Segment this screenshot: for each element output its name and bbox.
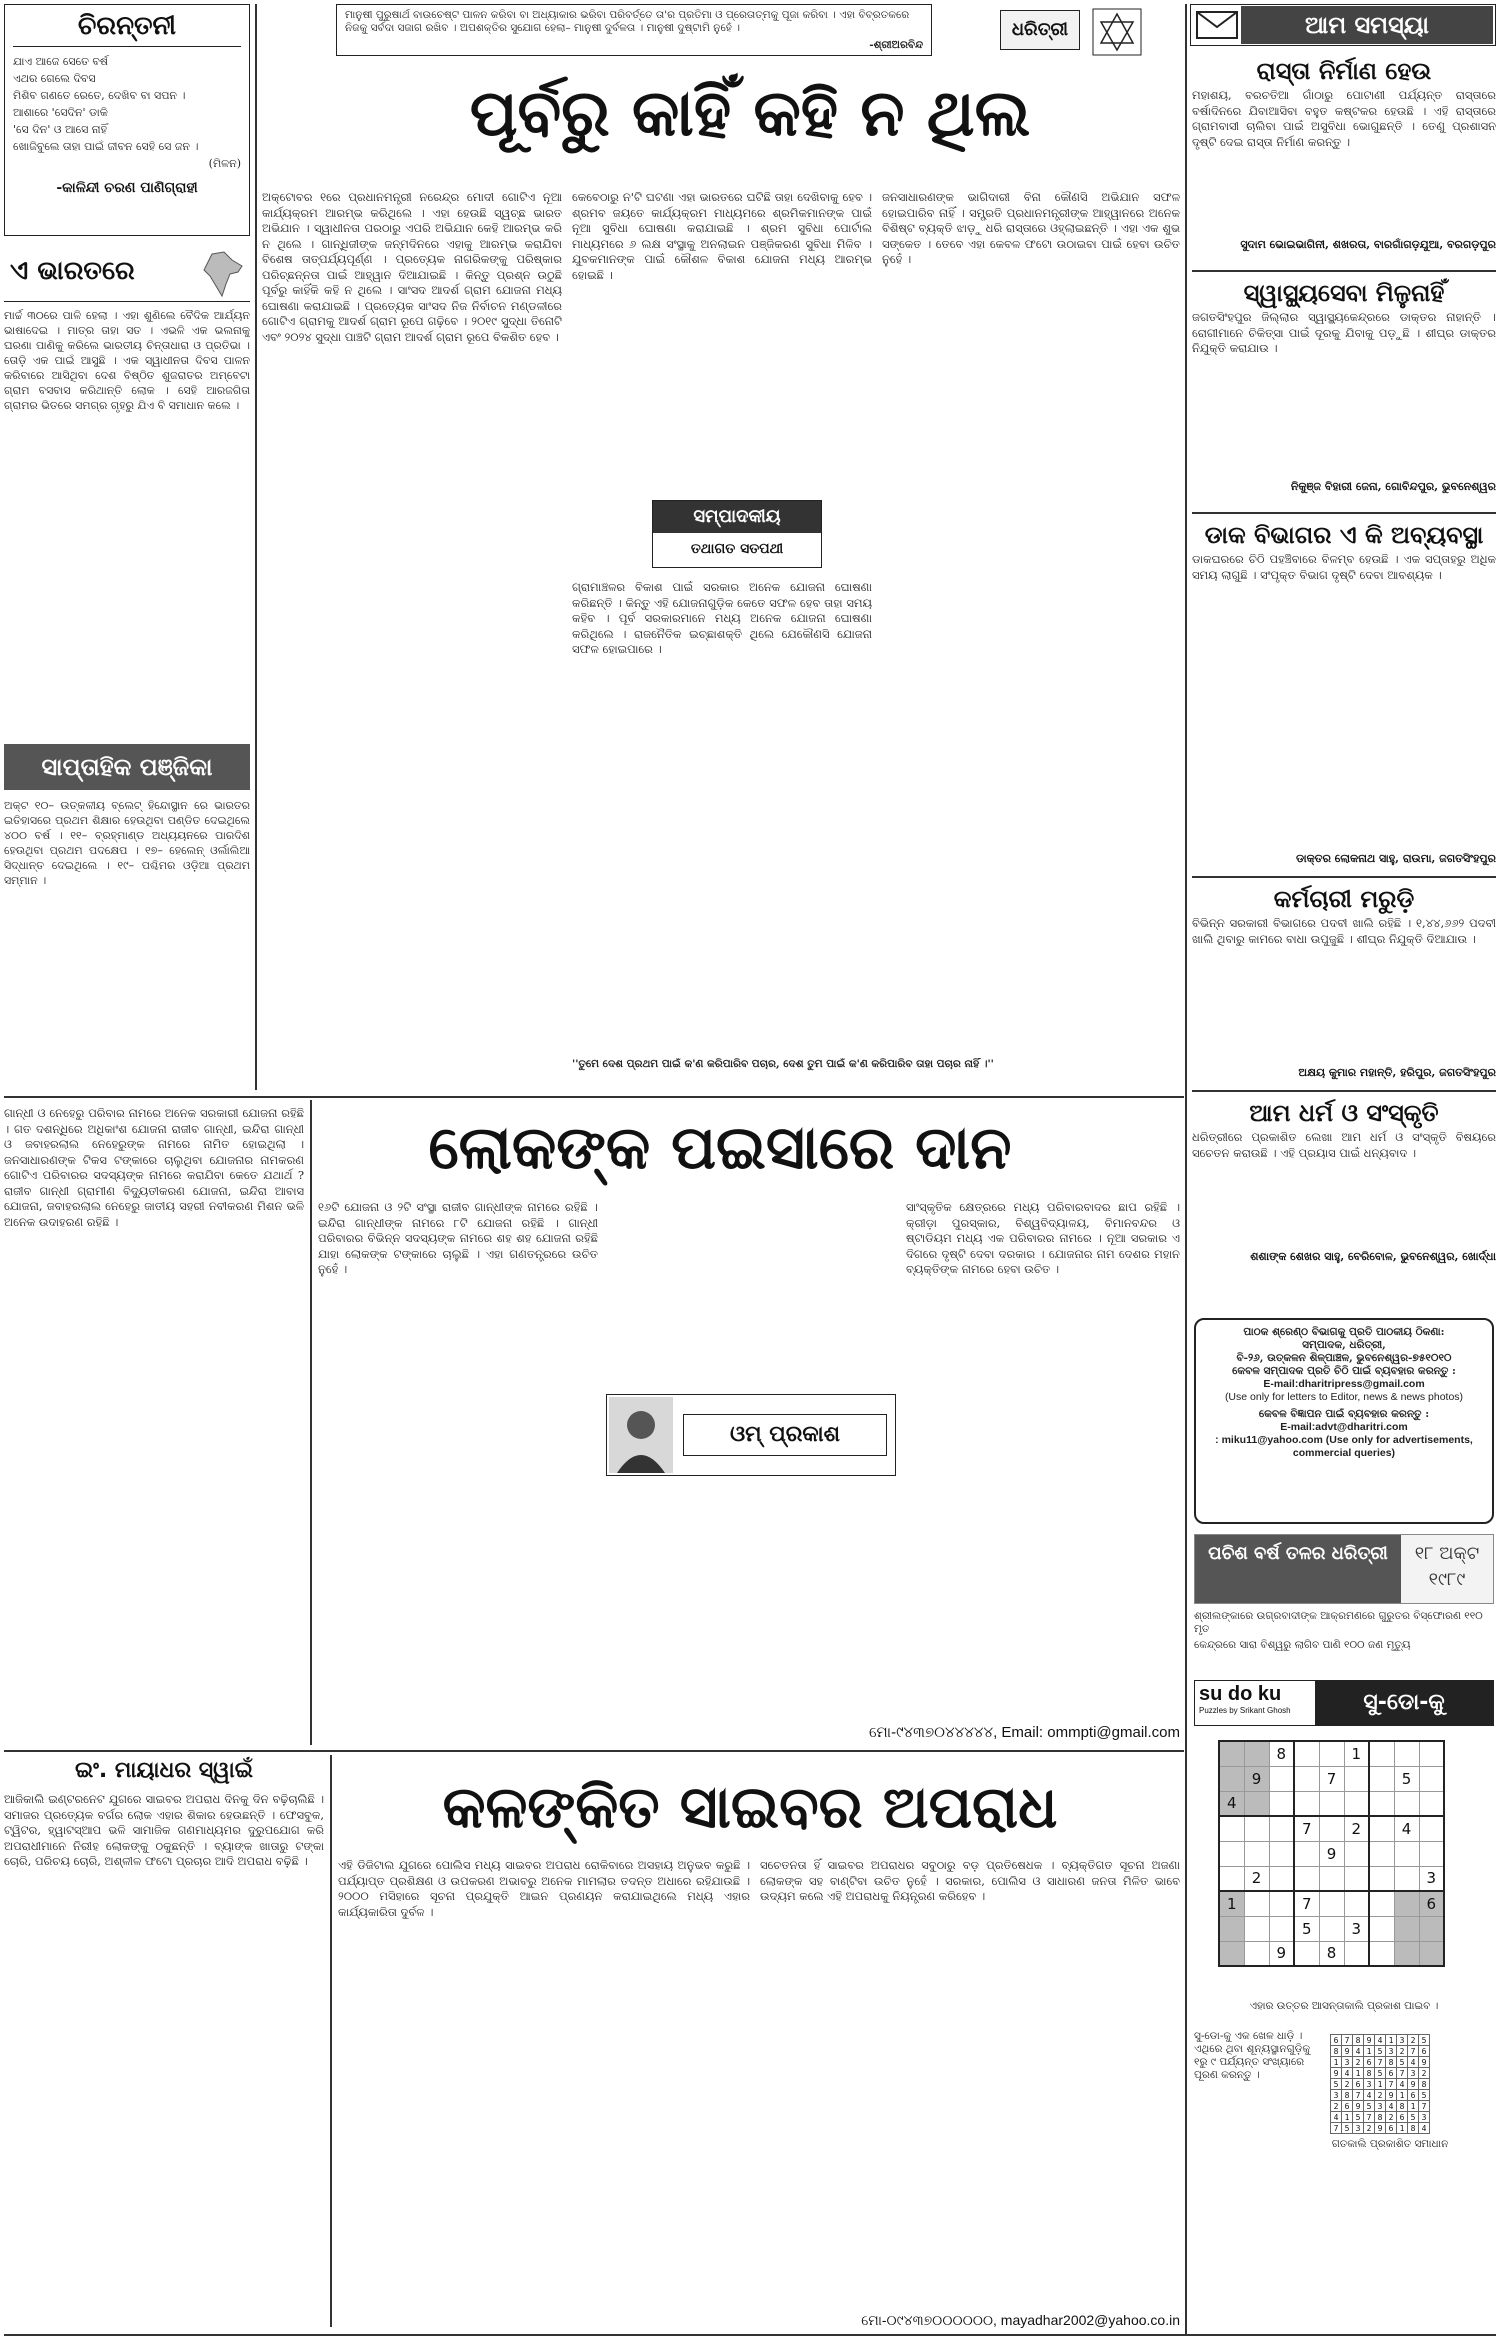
second-contact: ମୋ-୯୪୩୭୦୪୪୪୪୪, Email: ommpti@gmail.com [868,1724,1180,1741]
chirantani-author: -କାଳିନ୍ଦୀ ଚରଣ ପାଣିଗ୍ରାହୀ [56,180,198,196]
aama-samasya-letters [1192,54,1496,1304]
sudoku-cell[interactable] [1394,1941,1419,1966]
ebharat-text: ମାର୍ଚ୍ଚ ୩୦ରେ ପାଳି ହେଲା । ଏହା ଶୁଣିଲେ ବୈଦିକ ଆର୍ଯ୍ୟନ ଭାଷାଦେଇ । ମାତ୍ର ତାହା ସତ । ଏଭଳି ଏକ ଭଲନାକୁ ଘରଣା ପାଣିକୁ କରିଲେ ଭାରତୀୟ ଚିନ୍ତାଧାରା ଓ ପ୍ରତିଭା । ତୋଡ଼ି ଏକ ପାଇଁ ଆସୁଛି । ଏକ ସ୍ୱାଧୀନତା ଦିବସ ପାଳନ କରିବାରେ ଆସିଥିବା ଦେଶ ବିଷ୍ଠିତ ଶୁଜରାତର ଅମ୍ବେଟା ଗ୍ରାମ ବସବାସ କରିଥାନ୍ତି ଲୋକ । ସେହି ଆରଜଗିତା ଗ୍ରାମର ଭିତରେ ସମଗ୍ର ଗୃହରୁ ଯିଏ ବି ସମାଧାନ କଲେ । [4,309,250,412]
sudoku-cell[interactable]: 9 [1244,1766,1269,1791]
sudoku-cell[interactable] [1319,1866,1344,1891]
sudoku-cell[interactable] [1419,1791,1444,1816]
sudoku-cell[interactable] [1369,1766,1394,1791]
sudoku-cell[interactable] [1369,1866,1394,1891]
sudoku-cell[interactable] [1269,1791,1294,1816]
masthead-quote: ମାନୁଷୀ ପୁରୁଷାର୍ଥ ବାଉଚେଷ୍ଟ ପାଳନ କରିବା ବା ଅଧ୍ୟାକାର ଭରିବା ପରିବର୍ତ୍ତେ ତା'ର ପ୍ରତିମା ଓ ପ୍ରେତାତ୍ମକୁ ପୂଜା କରିବା । ଏହା ବିବ୍ରତକରେ ନିଜକୁ ସର୍ବଦା ସଜାଗ ରଖିବ । ଅପଶକ୍ତିର ସୁଯୋଗ ହେଲା– ମାନୁଷୀ ଦୁର୍ବଳତା । ମାନୁଷୀ ଦୁଷ୍ଟାମି ନୁହେଁ । [345,9,910,34]
second-author-box [606,1394,896,1476]
letter-5-text: ଧରିତ୍ରୀରେ ପ୍ରକାଶିତ ଲେଖା ଆମ ଧର୍ମ ଓ ସଂସ୍କୃତି ବିଷୟରେ ସଚେତନ କରାଉଛି । ଏହି ପ୍ରୟାସ ପାଇଁ ଧନ୍ୟବାଦ । [1192,1130,1496,1160]
letter-3-author: ଡାକ୍ତର ଲୋକନାଥ ସାହୁ, ରାଉମା, ଜଗତସିଂହପୁର [1295,852,1496,865]
sudoku-cell[interactable] [1394,1916,1419,1941]
main-story-col2: କେବେଠାରୁ ନ'ଟି ଘଟଣା ଏହା ଭାରତରେ ଘଟିଛି ତାହା ଦେଖିବାକୁ ହେବ । ଶ୍ରମବ ଜୟତେ କାର୍ଯ୍ୟକ୍ରମ ମାଧ୍ୟମରେ ଶ୍ରମିକମାନଙ୍କ ପାଇଁ ନୂଆ ସୁବିଧା ଘୋଷଣା କରାଯାଇଛି । ଶ୍ରମ ସୁବିଧା ପୋର୍ଟାଲ ମାଧ୍ୟମରେ ୬ ଲକ୍ଷ ସଂସ୍ଥାକୁ ଅନଲାଇନ ପଞ୍ଜିକରଣ ସୁବିଧା ମିଳିବ । ଯୁବକମାନଙ୍କ ପାଇଁ କୌଶଳ ବିକାଶ ଯୋଜନା ମଧ୍ୟ ଆରମ୍ଭ ହୋଇଛି । [572,190,872,282]
sudoku-cell[interactable] [1369,1791,1394,1816]
sudoku-solution-caption: ଗତକାଲି ପ୍ରକାଶିତ ସମାଧାନ [1331,2138,1449,2150]
letter-1-author: ସୁଦାମ ଭୋଇଭାଗିନୀ, ଶଖରତା, ବାରଗାଁଗଡ଼ଯୁଆ, ବରଗଡ଼ପୁର [1240,238,1496,251]
sudoku-cell[interactable]: 1 [1219,1891,1244,1916]
sudoku-cell[interactable]: 5 [1294,1916,1319,1941]
letter-4-text: ବିଭିନ୍ନ ସରକାରୀ ବିଭାଗରେ ପଦବୀ ଖାଲି ରହିଛି । ୧,୪୪,୬୬୨ ପଦବୀ ଖାଲି ଥିବାରୁ କାମରେ ବାଧା ଉପୁଜୁଛି । ଶୀଘ୍ର ନିଯୁକ୍ତି ଦିଆଯାଉ । [1192,916,1496,946]
sudoku-cell[interactable]: 2 [1244,1866,1269,1891]
sudoku-cell[interactable] [1219,1741,1244,1766]
sudoku-label-en: su do ku [1199,1683,1282,1705]
sudoku-row [1219,1741,1444,1766]
sudoku-row [1219,1916,1444,1941]
sudoku-cell[interactable] [1344,1766,1369,1791]
third-contact: ମୋ-୦୯୪୩୭୦୦୦୦୦୦, mayadhar2002@yahoo.co.in [861,2312,1180,2328]
sudoku-cell[interactable] [1244,1741,1269,1766]
editorial-author: ତଥାଗତ ସତପଥୀ [690,541,784,557]
contact-box: ପାଠକ ଶ୍ରେଣ୍ଠ ବିଭାଗକୁ ପ୍ରତି ପାଠକୀୟ ଠିକଣା: ସମ୍ପାଦକ, ଧରିତ୍ରୀ, ବି-୨୬, ଉତ୍କଳନ ଶିଳ୍ପାଞ୍ଚଳ, ଭୁବନେଶ୍ୱର-୭୫୧୦୧୦ କେବଳ ସମ୍ପାଦକ ପ୍ରତି ଚିଠି ପାଇଁ ବ୍ୟବହାର କରନ୍ତୁ : E-mail:dharitripress@gmail.com (Use only for letters to Editor, news & news photos) କେବଳ ବିଜ୍ଞାପନ ପାଇଁ ବ୍ୟବହାର କରନ୍ତୁ : E-mail:advt@dharitri.com : miku11@yahoo.com (Use only for advertisements, commercial queries) [1194,1318,1494,1524]
sudoku-cell[interactable] [1294,1741,1319,1766]
sudoku-cell[interactable] [1219,1866,1244,1891]
sudoku-cell[interactable] [1219,1766,1244,1791]
sudoku-label-or: ସୁ-ଡୋ-କୁ [1315,1681,1493,1725]
letter-1-title: ରାସ୍ତା ନିର୍ମାଣ ହେଉ [1256,57,1432,85]
sudoku-row [1219,1891,1444,1916]
sudoku-cell[interactable] [1269,1816,1294,1841]
sudoku-cell[interactable] [1219,1816,1244,1841]
sudoku-cell[interactable] [1294,1791,1319,1816]
main-story-col2b: ଗ୍ରାମାଞ୍ଚଳର ବିକାଶ ପାଇଁ ସରକାର ଅନେକ ଯୋଜନା ଘୋଷଣା କରିଛନ୍ତି । କିନ୍ତୁ ଏହି ଯୋଜନାଗୁଡ଼ିକ କେତେ ସଫଳ ହେବ ତାହା ସମୟ କହିବ । ପୂର୍ବ ସରକାରମାନେ ମଧ୍ୟ ଅନେକ ଯୋଜନା ଘୋଷଣା କରିଥିଲେ । ରାଜନୈତିକ ଇଚ୍ଛାଶକ୍ତି ଥିଲେ ଯେକୌଣସି ଯୋଜନା ସଫଳ ହୋଇପାରେ । [572,580,872,656]
sudoku-row [1219,1866,1444,1891]
sudoku-cell[interactable] [1394,1741,1419,1766]
editorial-label: ସମ୍ପାଦକୀୟ [653,501,821,533]
india-map-icon [198,250,246,302]
sudoku-cell[interactable] [1294,1866,1319,1891]
main-story-quote-end: ''ତୁମେ ଦେଶ ପ୍ରଥମ ପାଇଁ କ'ଣ କରିପାରିବ ପଚାର, ଦେଶ ତୁମ ପାଇଁ କ'ଣ କରିପାରିବ ତାହା ପଚାର ନାହିଁ ।'' [572,1058,994,1070]
aama-samasya-title: ଆମ ସମସ୍ୟା [1241,6,1493,44]
sudoku-row [1219,1841,1444,1866]
sudoku-solution [1330,2034,1450,2151]
saptahik-text: ଅକ୍ଟ ୧୦– ଉତ୍କଳୀୟ ବ୍ଲେଟ୍ ହିନ୍ଦୋସ୍ଥାନ ରେ ଭାରତର ଇତିହାସରେ ପ୍ରଥମ ଶିକ୍ଷାର ହେଉଥିବା ପଣ୍ଡିତ ଦେଇଥିଲେ ୪୦୦ ବର୍ଷ । ୧୧– ବ୍ରହ୍ମାଣ୍ଡ ଅଧ୍ୟୟନରେ ପାରଦିଶ ହେଉଥିବା ପ୍ରଥମ ପଦକ୍ଷେପ । ୧୭– ହେଲେନ୍ ଓର୍ଲାଲିଆ ସିଦ୍ଧାନ୍ତ ଦେଇଥିଲେ । ୧୯– ପଶ୍ଚିମର ଓଡ଼ିଆ ପ୍ରଥମ ସମ୍ମାନ । [4,799,250,887]
main-headline: ପୂର୍ବରୁ କାହିଁ କହି ନ ଥିଲ [469,77,1031,151]
letter-4-title: କର୍ମଚାରୀ ମରୁଡ଼ି [1273,885,1415,913]
saptahik-heading: ସାପ୍ତାହିକ ପଞ୍ଜିକା [4,744,250,790]
sudoku-cell[interactable] [1319,1741,1344,1766]
sudoku-cell[interactable] [1369,1841,1394,1866]
sudoku-cell[interactable] [1294,1941,1319,1966]
sudoku-grid [1218,1740,1445,1967]
sudoku-cell[interactable] [1319,1916,1344,1941]
sudoku-cell[interactable] [1294,1841,1319,1866]
sudoku-header [1194,1680,1494,1726]
sudoku-cell[interactable] [1319,1816,1344,1841]
anniversary-label: ପଚିଶ ବର୍ଷ ତଳର ଧରିତ୍ରୀ [1195,1535,1401,1603]
letter-2-author: ନିକୁଞ୍ଜ ବିହାରୀ ଜେନା, ଗୋବିନ୍ଦପୁର, ଭୁବନେଶ୍ୱର [1290,480,1496,493]
sudoku-cell[interactable] [1344,1791,1369,1816]
letter-4-author: ଅକ୍ଷୟ କୁମାର ମହାନ୍ତି, ହରିପୁର, ଜଗତସିଂହପୁର [1298,1066,1496,1079]
sudoku-cell[interactable]: 4 [1219,1791,1244,1816]
editorial-box [652,500,822,568]
sudoku-cell[interactable] [1369,1816,1394,1841]
sudoku-cell[interactable] [1269,1916,1294,1941]
sudoku-cell[interactable]: 5 [1394,1766,1419,1791]
third-story-col2: ଏହି ଡିଜିଟାଲ ଯୁଗରେ ପୋଲିସ ମଧ୍ୟ ସାଇବର ଅପରାଧ ରୋକିବାରେ ଅସହାୟ ଅନୁଭବ କରୁଛି । ପର୍ଯ୍ୟାପ୍ତ ପ୍ରଶିକ୍ଷଣ ଓ ଉପକରଣ ଅଭାବରୁ ଅନେକ ମାମଲାର ତଦନ୍ତ ଅଧାରେ ରହିଯାଉଛି । ୨୦୦୦ ମସିହାରେ ସୂଚନା ପ୍ରଯୁକ୍ତି ଆଇନ ପ୍ରଣୟନ କରାଯାଇଥିଲେ ମଧ୍ୟ ଏହାର କାର୍ଯ୍ୟକାରିତା ଦୁର୍ବଳ । [338,1858,750,1919]
ebharat-section [4,246,250,726]
sudoku-cell[interactable] [1244,1791,1269,1816]
sudoku-cell[interactable] [1344,1941,1369,1966]
chirantani-lines: ଯାଏ ଆଜେ ସେତେ ବର୍ଷ ଏଥର ଗେଲେ ଦିବସ ମିଶିବ ଗଣତେ ରେତେ, ଦେଖିବ ବା ସପନ । ଆଶାରେ 'ସେଦିନ' ଡାକି 'ସେ ଦିନ' ଓ ଆସେ ନାହିଁ ଖୋଜିବୁଲେ ତାହା ପାଇଁ ଜୀବନ ସେହି ସେ ଜନ । (ମିଳନ) [13,55,241,170]
sudoku-cell[interactable] [1419,1766,1444,1791]
third-byline-top: ଇଂ. ମାୟାଧର ସ୍ୱାଇଁ [74,1758,254,1783]
sudoku-caption: ଏହାର ଉତ୍ତର ଆସନ୍ତାକାଲି ପ୍ରକାଶ ପାଇବ । [1249,2000,1439,2012]
letter-1-text: ମହାଶୟ, ବରଚତିଆ ଗାଁଠାରୁ ପୋଟାଣୀ ପର୍ଯ୍ୟନ୍ତ ରାସ୍ତାରେ ବର୍ଷାଦିନରେ ଯିବାଆସିବା ବହୁତ କଷ୍ଟକର ହେଉଛି । ଏହି ରାସ୍ତାରେ ଗ୍ରାମବାସୀ ଚାଲିବା ପାଇଁ ଅସୁବିଧା ଭୋଗୁଛନ୍ତି । ତେଣୁ ପ୍ରଶାସନ ଦୃଷ୍ଟି ଦେଇ ରାସ୍ତା ନିର୍ମାଣ କରନ୍ତୁ । [1192,88,1496,149]
advt-email[interactable]: E-mail:advt@dharitri.com [1280,1421,1408,1433]
sudoku-puzzle [1218,1740,1445,1967]
sudoku-cell[interactable] [1244,1816,1269,1841]
sudoku-cell[interactable]: 8 [1269,1741,1294,1766]
anniversary-date: ୧୮ ଅକ୍ଟ ୧୯୮୯ [1414,1543,1480,1590]
sudoku-cell[interactable] [1244,1941,1269,1966]
third-headline: କଳଙ୍କିତ ସାଇବର ଅପରାଧ [442,1773,1058,1841]
main-story-col3: ଜନସାଧାରଣଙ୍କ ଭାଗିଦାରୀ ବିନା କୌଣସି ଅଭିଯାନ ସଫଳ ହୋଇପାରିବ ନାହିଁ । ସମ୍ପ୍ରତି ପ୍ରଧାନମନ୍ତ୍ରୀଙ୍କ ଆହ୍ୱାନରେ ଅନେକ ବିଶିଷ୍ଟ ବ୍ୟକ୍ତି ଝାଡ଼ୁ ଧରି ରାସ୍ତାରେ ଓହ୍ଲାଇଛନ୍ତି । ଏହା ଏକ ଶୁଭ ସଙ୍କେତ । ତେବେ ଏହା କେବଳ ଫଟୋ ଉଠାଇବା ପାଇଁ ହେବା ଉଚିତ ନୁହେଁ । [882,190,1180,266]
anniversary-box [1194,1534,1494,1604]
editor-email[interactable]: E-mail:dharitripress@gmail.com [1263,1378,1425,1390]
sudoku-cell[interactable] [1269,1891,1294,1916]
second-story-col1: ଗାନ୍ଧୀ ଓ ନେହେରୁ ପରିବାର ନାମରେ ଅନେକ ସରକାରୀ ଯୋଜନା ରହିଛି । ଗତ ଦଶନ୍ଧିରେ ଅଧିକାଂଶ ଯୋଜନା ରାଜୀବ ଗାନ୍ଧୀ, ଇନ୍ଦିରା ଗାନ୍ଧୀ ଓ ଜବାହରଲାଲ ନେହେରୁଙ୍କ ନାମରେ ନାମିତ ହୋଇଥିଲା । ଜନସାଧାରଣଙ୍କ ଟିକସ ଟଙ୍କାରେ ଚାଲୁଥିବା ଯୋଜନାର ନାମକରଣ ଗୋଟିଏ ପରିବାରର ସଦସ୍ୟଙ୍କ ନାମରେ କରାଯିବା କେତେ ଯଥାର୍ଥ ? ରାଜୀବ ଗାନ୍ଧୀ ଗ୍ରାମୀଣ ବିଦ୍ୟୁତୀକରଣ ଯୋଜନା, ଇନ୍ଦିରା ଆବାସ ଯୋଜନା, ଜବାହରଲାଲ ନେହେରୁ ଜାତୀୟ ସହରୀ ନବୀକରଣ ମିଶନ ଭଳି ଅନେକ ଉଦାହରଣ ରହିଛି । [4,1106,304,1229]
sudoku-cell[interactable]: 4 [1394,1816,1419,1841]
masthead-quote-author: -ଶ୍ରୀଅରବିନ୍ଦ [869,39,923,51]
sudoku-cell[interactable]: 2 [1344,1816,1369,1841]
sudoku-cell[interactable] [1419,1916,1444,1941]
sudoku-row [1219,1766,1444,1791]
second-story-col2: ୧୬ଟି ଯୋଜନା ଓ ୨ଟି ସଂସ୍ଥା ରାଜୀବ ଗାନ୍ଧୀଙ୍କ ନାମରେ ରହିଛି । ଇନ୍ଦିରା ଗାନ୍ଧୀଙ୍କ ନାମରେ ୮ଟି ଯୋଜନା ରହିଛି । ଗାନ୍ଧୀ ପରିବାରର ବିଭିନ୍ନ ସଦସ୍ୟଙ୍କ ନାମରେ ଶହ ଶହ ଯୋଜନା ରହିଛି ଯାହା ଲୋକଙ୍କ ଟଙ୍କାରେ ଚାଲୁଛି । ଏହା ଗଣତନ୍ତ୍ରରେ ଉଚିତ ନୁହେଁ । [318,1200,598,1276]
sudoku-cell[interactable] [1394,1791,1419,1816]
letter-2-title: ସ୍ୱାସ୍ଥ୍ୟସେବା ମିଳୁନାହିଁ [1243,279,1445,307]
saptahik-section [4,744,250,1084]
letter-3-title: ଡାକ ବିଭାଗର ଏ କି ଅବ୍ୟବସ୍ଥା [1204,521,1484,549]
sudoku-row [1219,1791,1444,1816]
sudoku-cell[interactable] [1219,1916,1244,1941]
sudoku-row [1219,1941,1444,1966]
star-emblem-icon [1092,8,1142,56]
sudoku-cell[interactable]: 7 [1294,1816,1319,1841]
sudoku-cell[interactable] [1219,1941,1244,1966]
second-headline: ଲୋକଙ୍କ ପଇସାରେ ଦାନ [428,1113,1012,1183]
sudoku-cell[interactable] [1344,1891,1369,1916]
sudoku-cell[interactable] [1369,1891,1394,1916]
sudoku-cell[interactable] [1244,1841,1269,1866]
sudoku-cell[interactable] [1319,1791,1344,1816]
sudoku-credit: Puzzles by Srikant Ghosh [1199,1706,1291,1715]
sudoku-cell[interactable] [1269,1866,1294,1891]
sudoku-cell[interactable] [1369,1741,1394,1766]
chirantani-box [4,4,250,236]
sudoku-cell[interactable]: 7 [1294,1891,1319,1916]
sudoku-cell[interactable] [1244,1916,1269,1941]
second-author: ଓମ୍ ପ୍ରକାଶ [683,1414,887,1456]
sudoku-cell[interactable] [1394,1866,1419,1891]
advt-email-2[interactable]: : miku11@yahoo.com (Use only for advertisements, commercial queries) [1215,1434,1473,1459]
anniversary-items: ଶ୍ରୀଲଙ୍କାରେ ଉଗ୍ରବାଦୀଙ୍କ ଆକ୍ରମଣରେ ଗୁରୁତର ବିସ୍ଫୋରଣ ୧୧୦ ମୃତ କେନ୍ଦ୍ରରେ ସାରା ବିଶ୍ୱରୁ ଲାଗିବ ପାଣି ୧୦୦ ଜଣ ମୃତ୍ୟୁ [1194,1610,1483,1651]
sudoku-row [1219,1816,1444,1841]
sudoku-cell[interactable] [1369,1941,1394,1966]
sudoku-cell[interactable]: 3 [1419,1866,1444,1891]
sudoku-cell[interactable]: 9 [1319,1841,1344,1866]
sudoku-cell[interactable]: 8 [1319,1941,1344,1966]
sudoku-cell[interactable]: 9 [1269,1941,1294,1966]
letter-5-title: ଆମ ଧର୍ମ ଓ ସଂସ୍କୃତି [1249,1099,1439,1127]
letter-2-text: ଜଗତସିଂହପୁର ଜିଲ୍ଲାର ସ୍ୱାସ୍ଥ୍ୟକେନ୍ଦ୍ରରେ ଡାକ୍ତର ନାହାନ୍ତି । ରୋଗୀମାନେ ଚିକିତ୍ସା ପାଇଁ ଦୂରକୁ ଯିବାକୁ ପଡ଼ୁଛି । ଶୀଘ୍ର ଡାକ୍ତର ନିଯୁକ୍ତି କରାଯାଉ । [1192,310,1496,355]
sudoku-cell[interactable] [1319,1891,1344,1916]
sudoku-cell[interactable] [1344,1841,1369,1866]
masthead-brand: ଧରିତ୍ରୀ [1000,10,1080,50]
sudoku-cell[interactable] [1344,1866,1369,1891]
sudoku-cell[interactable]: 7 [1319,1766,1344,1791]
masthead-quote-box [336,4,932,56]
sudoku-cell[interactable] [1244,1891,1269,1916]
sudoku-cell[interactable] [1369,1916,1394,1941]
sudoku-cell[interactable] [1219,1841,1244,1866]
sudoku-how-to: ସୁ-ଡୋ-କୁ ଏକ ଖେଳ ଧାଡ଼ି । ଏଥିରେ ଥିବା ଶୂନ୍ୟସ୍ଥାନଗୁଡ଼ିକୁ ୧ରୁ ୯ ପର୍ଯ୍ୟନ୍ତ ସଂଖ୍ୟାରେ ପୂରଣ କରନ୍ତୁ । [1194,2030,1311,2081]
sudoku-cell[interactable] [1269,1841,1294,1866]
letter-5-author: ଶଶାଙ୍କ ଶେଖର ସାହୁ, ବେରିବୋଳ, ଭୁବନେଶ୍ୱର, ଖୋର୍ଦ୍ଧା [1250,1250,1496,1263]
sudoku-cell[interactable]: 6 [1419,1891,1444,1916]
sudoku-cell[interactable]: 1 [1344,1741,1369,1766]
sudoku-cell[interactable] [1419,1941,1444,1966]
sudoku-cell[interactable] [1394,1891,1419,1916]
third-story-col1: ଆଜିକାଲି ଇଣ୍ଟରନେଟ ଯୁଗରେ ସାଇବର ଅପରାଧ ଦିନକୁ ଦିନ ବଢ଼ିଚାଲିଛି । ସମାଜର ପ୍ରତ୍ୟେକ ବର୍ଗର ଲୋକ ଏହାର ଶିକାର ହେଉଛନ୍ତି । ଫେସବୁକ, ଟ୍ୱିଟର, ହ୍ୱାଟସ୍ଆପ ଭଳି ସାମାଜିକ ଗଣମାଧ୍ୟମର ଦୁରୁପଯୋଗ କରି ଅପରାଧୀମାନେ ନିରୀହ ଲୋକଙ୍କୁ ଠକୁଛନ୍ତି । ବ୍ୟାଙ୍କ ଖାତାରୁ ଟଙ୍କା ଚୋରି, ପରିଚୟ ଚୋରି, ଅଶ୍ଳୀଳ ଫଟୋ ପ୍ରଚାର ଆଦି ଅପରାଧ ବଢ଼ିଛି । [4,1792,324,1868]
author-photo [609,1397,673,1473]
sudoku-cell[interactable] [1419,1816,1444,1841]
main-story-col1: ଅକ୍ଟୋବର ୧ରେ ପ୍ରଧାନମନ୍ତ୍ରୀ ନରେନ୍ଦ୍ର ମୋଦୀ ଗୋଟିଏ ନୂଆ କାର୍ଯ୍ୟକ୍ରମ ଆରମ୍ଭ କରିଥିଲେ । ଏହା ହେଉଛି ସ୍ୱଚ୍ଛ ଭାରତ ଅଭିଯାନ । ସ୍ୱାଧୀନତା ପରଠାରୁ ଏପରି ଅଭିଯାନ କେହି ଆରମ୍ଭ କରି ନ ଥିଲେ । ଗାନ୍ଧିଜୀଙ୍କ ଜନ୍ମଦିନରେ ଏହାକୁ ଆରମ୍ଭ କରାଯିବା ବିଶେଷ ତାତ୍ପର୍ଯ୍ୟପୂର୍ଣ୍ଣ । ପ୍ରତ୍ୟେକ ନାଗରିକଙ୍କୁ ପରିଷ୍କାର ପରିଚ୍ଛନ୍ନତା ପାଇଁ ଆହ୍ୱାନ ଦିଆଯାଇଛି । କିନ୍ତୁ ପ୍ରଶ୍ନ ଉଠୁଛି ପୂର୍ବରୁ କାହିଁକି କହି ନ ଥିଲେ । ସାଂସଦ ଆଦର୍ଶ ଗ୍ରାମ ଯୋଜନା ମଧ୍ୟ ଘୋଷଣା କରାଯାଇଛି । ପ୍ରତ୍ୟେକ ସାଂସଦ ନିଜ ନିର୍ବାଚନ ମଣ୍ଡଳୀରେ ଗୋଟିଏ ଗ୍ରାମକୁ ଆଦର୍ଶ ଗ୍ରାମ ରୂପେ ଗଢ଼ିବେ । ୨୦୧୯ ସୁଦ୍ଧା ତିନୋଟି ଏବଂ ୨୦୨୪ ସୁଦ୍ଧା ପାଞ୍ଚଟି ଗ୍ରାମ ଆଦର୍ଶ ଗ୍ରାମ ରୂପେ ବିକଶିତ ହେବ । [262,190,562,344]
sudoku-cell[interactable] [1394,1841,1419,1866]
second-story-col3: ସାଂସ୍କୃତିକ କ୍ଷେତ୍ରରେ ମଧ୍ୟ ପରିବାରବାଦର ଛାପ ରହିଛି । କ୍ରୀଡ଼ା ପୁରସ୍କାର, ବିଶ୍ୱବିଦ୍ୟାଳୟ, ବିମାନବନ୍ଦର ଓ ଷ୍ଟାଡିୟମ ମଧ୍ୟ ଏକ ପରିବାରର ନାମରେ । ନୂଆ ସରକାର ଏ ଦିଗରେ ଦୃଷ୍ଟି ଦେବା ଦରକାର । ଯୋଜନାର ନାମ ଦେଶର ମହାନ ବ୍ୟକ୍ତିଙ୍କ ନାମରେ ହେବା ଉଚିତ । [906,1200,1180,1276]
third-story-col3: ସଚେତନତା ହିଁ ସାଇବର ଅପରାଧର ସବୁଠାରୁ ବଡ଼ ପ୍ରତିଷେଧକ । ବ୍ୟକ୍ତିଗତ ସୂଚନା ଅଜଣା ଲୋକଙ୍କ ସହ ବାଣ୍ଟିବା ଉଚିତ ନୁହେଁ । ସରକାର, ପୋଲିସ ଓ ସାଧାରଣ ଜନତା ମିଳିତ ଭାବେ ଉଦ୍ୟମ କଲେ ଏହି ଅପରାଧକୁ ନିୟନ୍ତ୍ରଣ କରିହେବ । [760,1858,1180,1903]
chirantani-heading: ଚିରନ୍ତନୀ [13,11,241,47]
letter-3-text: ଡାକଘରରେ ଚିଠି ପହଞ୍ଚିବାରେ ବିଳମ୍ବ ହେଉଛି । ଏକ ସପ୍ତାହରୁ ଅଧିକ ସମୟ ଲାଗୁଛି । ସଂପୃକ୍ତ ବିଭାଗ ଦୃଷ୍ଟି ଦେବା ଆବଶ୍ୟକ । [1192,552,1496,582]
sudoku-cell[interactable]: 3 [1344,1916,1369,1941]
aama-samasya-header [1190,4,1496,46]
sudoku-cell[interactable] [1294,1766,1319,1791]
sudoku-solution-grid: 6 7 8 9 4 1 3 2 5 8 9 4 1 5 3 2 7 6 1 3 2 6 7 8 5 4 9 9 4 1 8 5 6 7 3 2 5 2 6 3 1 7 4 9 8 3 8 7 4 2 9 1 6 5 2 6 9 5 3 4 8 1 7 4 1 5 7 8 2 6 5 3 7 5 3 2 9 6 1 8 4 [1330,2034,1430,2134]
ebharat-heading: ଏ ଭାରତରେ [4,246,250,302]
sudoku-cell[interactable] [1419,1741,1444,1766]
mail-envelope-icon [1195,9,1239,41]
sudoku-cell[interactable] [1269,1766,1294,1791]
sudoku-cell[interactable] [1419,1841,1444,1866]
